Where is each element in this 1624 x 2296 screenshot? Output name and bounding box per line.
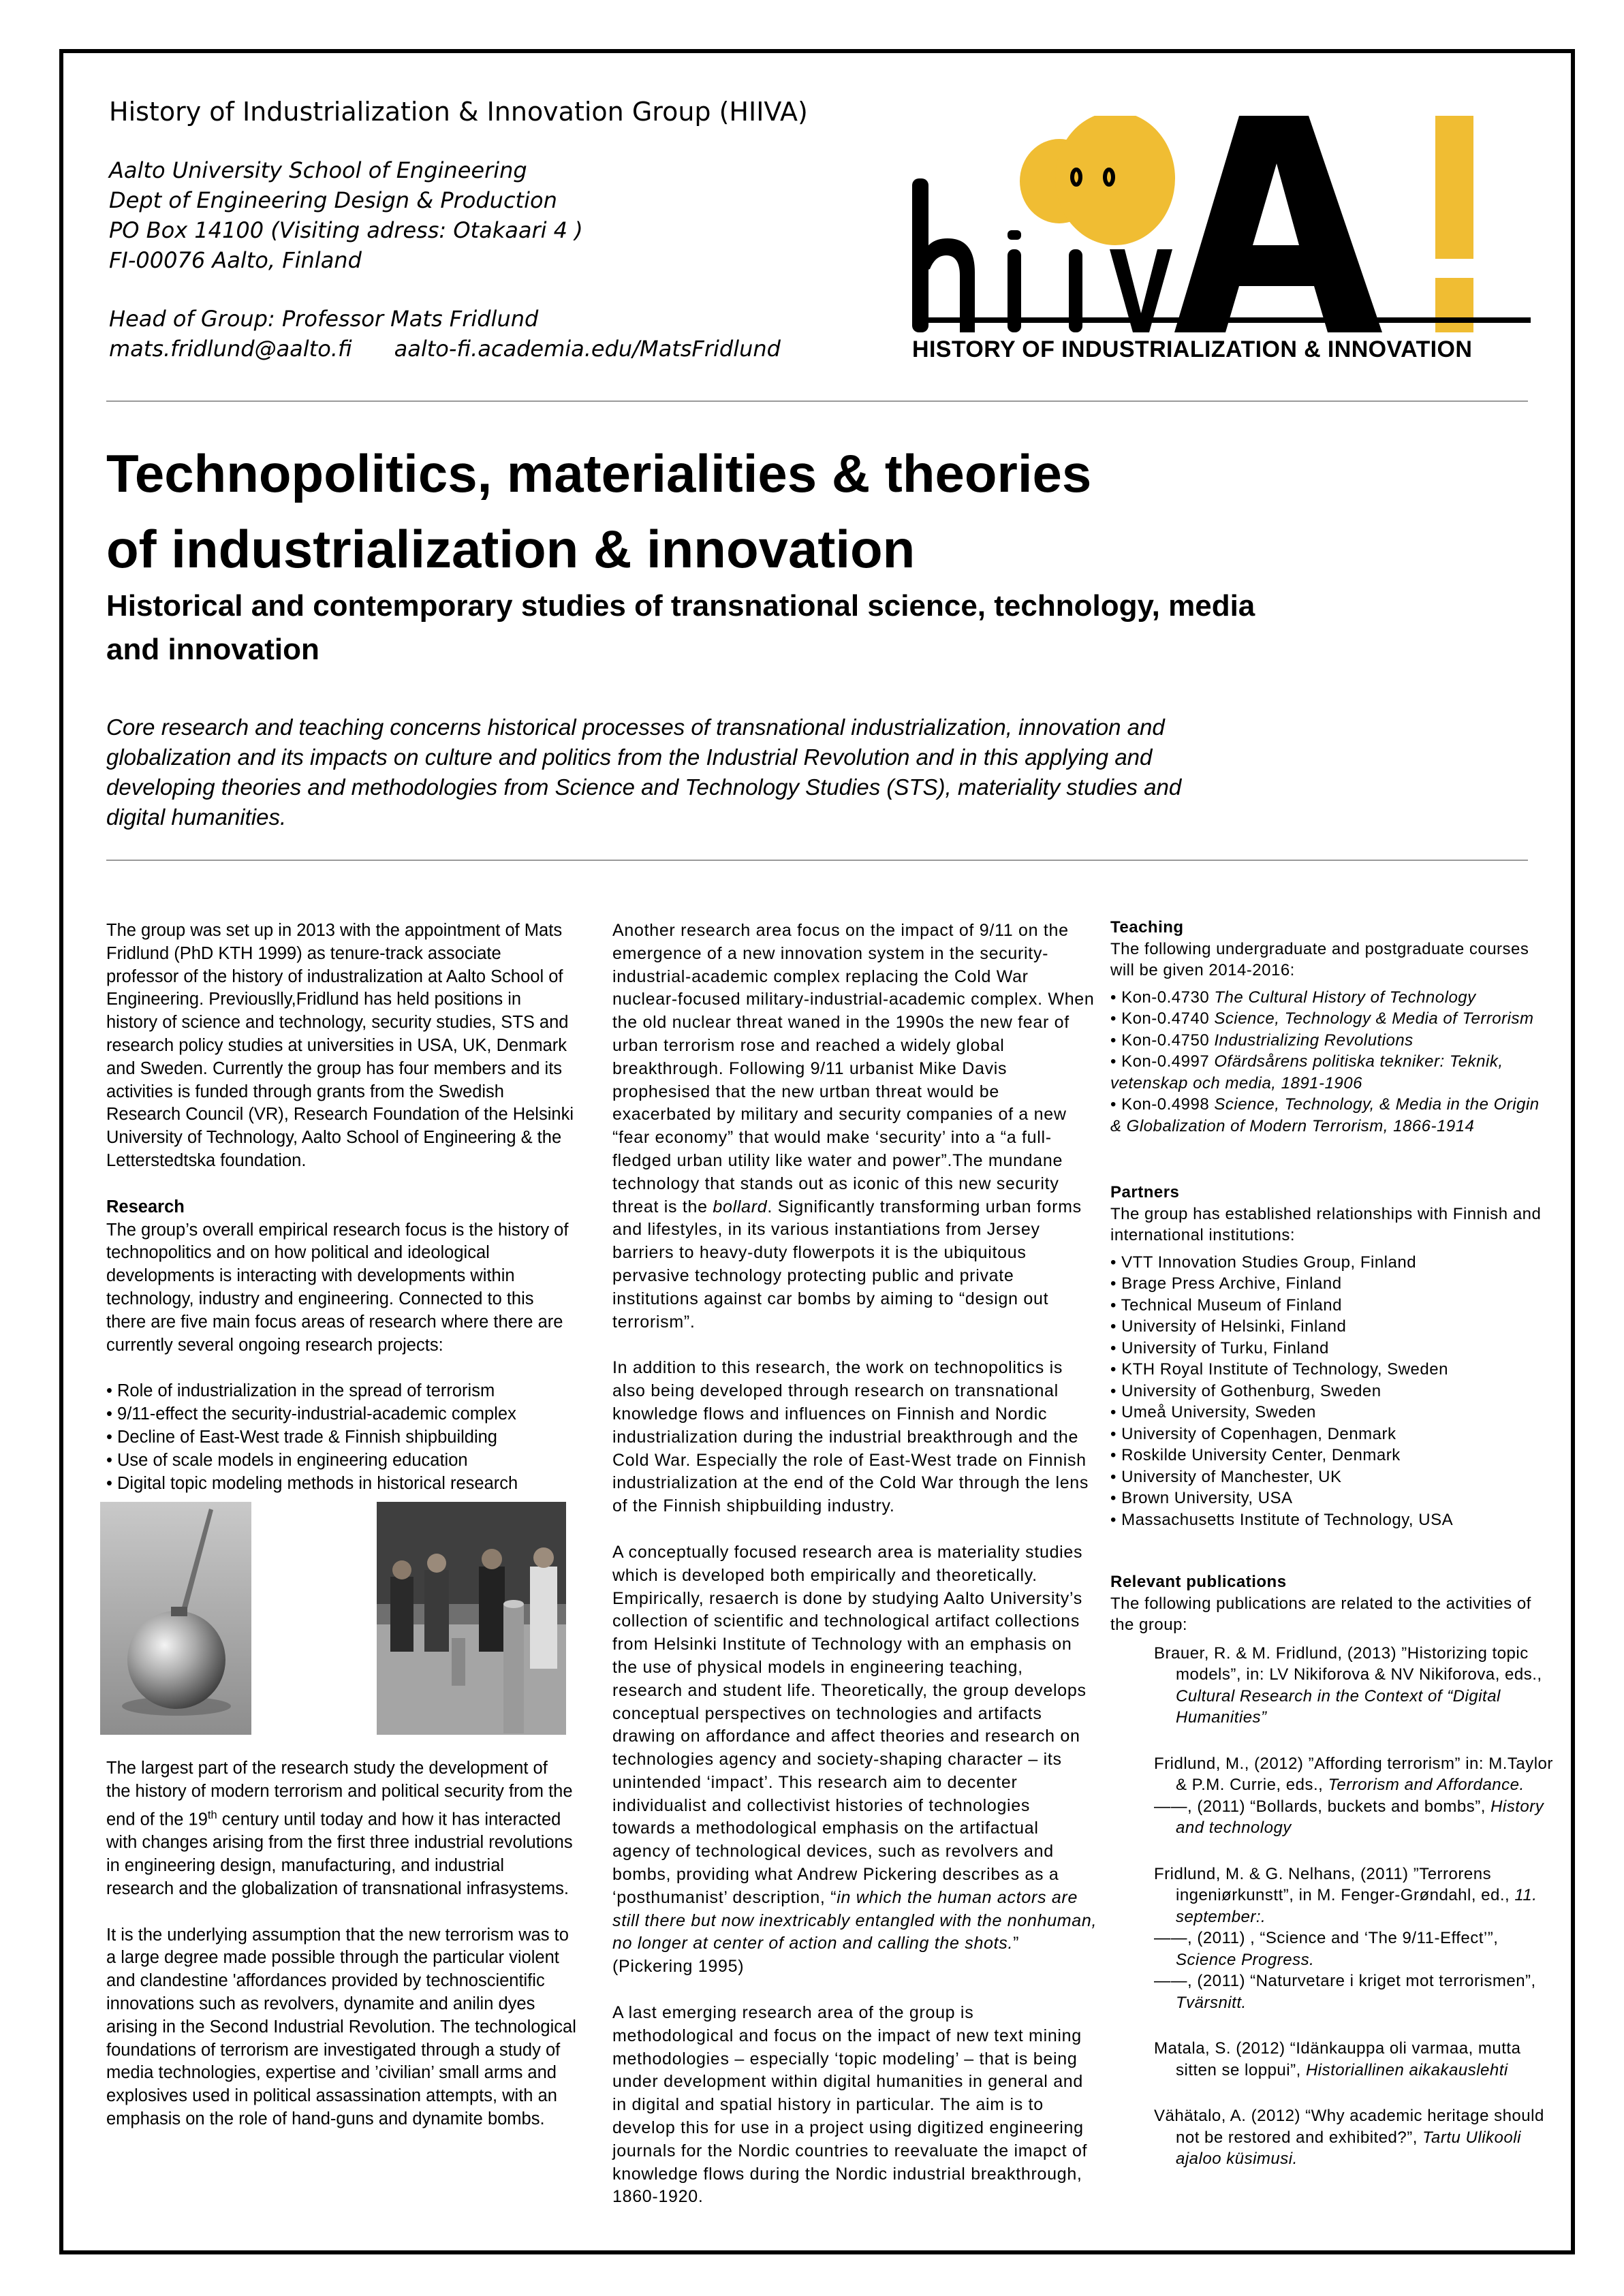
text-run: Another research area focus on the impact of 9/11 on the emergence of a new innovation system in the security-industrial-academic complex replacing the Cold War nuclear-focused military-industrial-academic complex. When the old nuclear threat waned in the 1990s the new fear of urban terrorism rose and reached a widely global breakthrough. Following 9/11 urbanist Mike Davis prophesised that the new urtban threat would be exacerbated by military and security companies of a new “fear economy” that would make ‘security’ into a “a full-fledged urban utility like water and power”.The mundane technology that stands out as iconic of this new security threat is the xyxy=(612,921,1095,1216)
divider xyxy=(106,400,1528,402)
partner-item: • VTT Innovation Studies Group, Finland xyxy=(1110,1252,1553,1274)
course-item xyxy=(1110,987,1553,1009)
publication-entry xyxy=(1154,1643,1553,1729)
address-line: PO Box 14100 (Visiting adress: Otakaari 4 ) xyxy=(109,217,583,243)
text-run: Fridlund, M., (2012) ”Affording terrorism” in: M.Taylor & P.M. Currie, eds., xyxy=(1154,1754,1553,1794)
course-item xyxy=(1110,1094,1553,1137)
text-run: Science, Technology, & Media in the Origin & Globalization of Modern Terrorism, 1866-1914 xyxy=(1110,1095,1540,1135)
partner-item: • Massachusetts Institute of Technology, USA xyxy=(1110,1509,1553,1531)
text-run: th xyxy=(207,1808,217,1821)
partner-item: • Roskilde University Center, Denmark xyxy=(1110,1445,1553,1466)
text-run: Ofärdsårens politiska tekniker: Teknik, vetenskap och media, 1891-1906 xyxy=(1110,1052,1503,1092)
text-run: Matala, S. (2012) “Idänkauppa oli varmaa, mutta sitten se loppui”, xyxy=(1154,2039,1521,2079)
partner-item: • University of Gothenburg, Sweden xyxy=(1110,1381,1553,1402)
publications-heading: Relevant publications xyxy=(1110,1573,1287,1591)
logo-tagline: HISTORY OF INDUSTRIALIZATION & INNOVATION xyxy=(912,336,1473,362)
logo-rule xyxy=(912,317,1531,323)
text-run: ——, (2011) , “Science and ‘The 9/11-Effect’”, xyxy=(1154,1929,1499,1947)
text-run: ” (Pickering 1995) xyxy=(612,1934,1020,1977)
list-item: • Role of industrialization in the spread of terrorism xyxy=(106,1380,576,1403)
text-run: Kon-0.4740 xyxy=(1121,1009,1215,1028)
text-run: Cultural Research in the Context of “Digital Humanities” xyxy=(1176,1686,1501,1727)
text-run: Vähätalo, A. (2012) “Why academic heritage should not be restored and exhibited?”, xyxy=(1154,2107,1544,2147)
page-title-line: of industrialization & innovation xyxy=(106,519,916,579)
list-item: • Use of scale models in engineering education xyxy=(106,1449,576,1473)
partner-item: • University of Manchester, UK xyxy=(1110,1466,1553,1488)
text-run: Fridlund, M. & G. Nelhans, (2011) ”Terrorens ingeniørkunstt”, in M. Fenger-Grøndahl, ed., xyxy=(1154,1864,1515,1904)
partner-item: • Brage Press Archive, Finland xyxy=(1110,1273,1553,1295)
text-run: Kon-0.4750 xyxy=(1121,1031,1215,1050)
teaching-intro: The following undergraduate and postgraduate courses will be given 2014-2016: xyxy=(1110,939,1529,979)
text-run: Kon-0.4998 xyxy=(1121,1095,1215,1114)
hiiva-logo-mark xyxy=(912,116,1532,341)
partner-list xyxy=(1110,1252,1553,1531)
text-run: bollard xyxy=(713,1197,768,1216)
focus-area-list xyxy=(106,1380,576,1495)
text-run: History and technology xyxy=(1176,1797,1544,1837)
publications-intro: The following publications are related to the activities of the group: xyxy=(1110,1594,1531,1634)
text-run: 11. september:. xyxy=(1176,1886,1537,1926)
page-title xyxy=(106,436,1091,587)
column-3 xyxy=(1110,917,1553,2195)
hiiva-logo xyxy=(912,116,1532,375)
course-list xyxy=(1110,987,1553,1137)
assumption-paragraph: It is the underlying assumption that the new terrorism was to a large degree made possible through the particular violent and clandestine 'affordances provided by technoscientific innovations such as revolvers, dynamite and anilin dyes arising in the Second Industrial Revolution. The technological foundations of terrorism are investigated through a study of media technologies, expertise and ’civilian’ small arms and explosives used in political assassination attempts, with an emphasis on the role of hand-guns and dynamite bombs. xyxy=(106,1925,576,2128)
partners-heading: Partners xyxy=(1110,1183,1180,1201)
contact-block xyxy=(109,304,781,364)
publication-entry xyxy=(1154,1796,1553,1839)
text-run: The Cultural History of Technology xyxy=(1214,988,1476,1007)
publication-entry xyxy=(1154,1928,1553,1970)
text-run: Kon-0.4997 xyxy=(1121,1052,1215,1071)
text-run: Brauer, R. & M. Fridlund, (2013) ”Historizing topic models”, in: LV Nikiforova & NV Nikiforova, eds., xyxy=(1154,1644,1542,1684)
course-item xyxy=(1110,1030,1553,1052)
divider xyxy=(106,860,1528,861)
page-subtitle: Historical and contemporary studies of transnational science, technology, media and innovation xyxy=(106,589,1255,666)
text-run: Science Progress. xyxy=(1176,1950,1315,1969)
text-run: Tvärsnitt. xyxy=(1176,1993,1247,2012)
address-block xyxy=(109,155,583,275)
partners-intro: The group has established relationships with Finnish and international institutions: xyxy=(1110,1204,1542,1244)
intro-text: Core research and teaching concerns historical processes of transnational industrialization, innovation and globalization and its impacts on culture and politics from the Industrial Revolution and in this applying and developing theories and methodologies from Science and Technology Studies (STS), materiality studies and digital humanities. xyxy=(106,714,1182,830)
bomb-photo xyxy=(100,1502,251,1735)
text-run: Terrorism and Affordance. xyxy=(1328,1776,1525,1794)
email-link[interactable]: mats.fridlund@aalto.fi xyxy=(109,336,352,362)
address-line: FI-00076 Aalto, Finland xyxy=(109,247,362,273)
text-run: Industrializing Revolutions xyxy=(1214,1031,1414,1050)
partner-item: • University of Turku, Finland xyxy=(1110,1338,1553,1359)
publication-group xyxy=(1132,2105,1553,2170)
knowledge-flows-paragraph: In addition to this research, the work on technopolitics is also being developed through research on transnational knowledge flows and influences on Finnish and Nordic industrialization during the industrial breakthrough and the Cold War. Especially the role of East-West trade on Finnish industrialization at the end of the Cold War through the lens of the Finnish shipbuilding industry. xyxy=(612,1358,1089,1516)
photo-row xyxy=(100,1502,576,1737)
text-run: Science, Technology & Media of Terrorism xyxy=(1214,1009,1534,1028)
text-run: . Significantly transforming urban forms and lifestyles, in its various instantiations from Jersey barriers to heavy-duty flowerpots it is the ubiquitous pervasive technology protecting public and private institutions against car bombs by aiming to “design out terrorism”. xyxy=(612,1197,1082,1332)
address-line: Aalto University School of Engineering xyxy=(109,157,527,183)
publication-entry xyxy=(1154,1863,1553,1928)
text-run: ——, (2011) “Naturvetare i kriget mot terrorismen”, xyxy=(1154,1972,1536,1990)
course-item xyxy=(1110,1051,1553,1094)
text-run: Historiallinen aikakauslehti xyxy=(1305,2060,1508,2079)
publication-entry xyxy=(1154,2105,1553,2170)
terrorism-history-paragraph xyxy=(106,1757,576,1900)
list-item: • Decline of East-West trade & Finnish shipbuilding xyxy=(106,1426,576,1449)
partner-item: • University of Copenhagen, Denmark xyxy=(1110,1424,1553,1445)
security-paragraph xyxy=(612,919,1097,1334)
list-item: • Digital topic modeling methods in historical research xyxy=(106,1473,576,1496)
text-run: Tartu Ulikooli ajaloo küsimusi. xyxy=(1176,2128,1521,2168)
publication-entry xyxy=(1154,1753,1553,1796)
column-2 xyxy=(612,919,1097,2232)
research-paragraph: The group’s overall empirical research focus is the history of technopolitics and on how political and ideological developments is interacting with developments within technology, industry and engineering. Connected to this there are five main focus areas of research where there are currently several ongoing research projects: xyxy=(106,1220,569,1355)
publication-list xyxy=(1110,1643,1553,2170)
publication-entry xyxy=(1154,2038,1553,2081)
group-title: History of Industrialization & Innovation Group (HIIVA) xyxy=(109,97,808,127)
partner-item: • Brown University, USA xyxy=(1110,1488,1553,1509)
topic-modeling-paragraph: A last emerging research area of the group is methodological and focus on the impact of new text mining methodologies – especially ‘topic modeling’ – that is being under development within digital humanities in general and in digital and spatial history in particular. The aim is to develop this for use in a project using digitized engineering journals for the Nordic countries to reevaluate the imapct of knowledge flows during the Nordic industrial breakthrough, 1860-1920. xyxy=(612,2003,1088,2207)
course-item xyxy=(1110,1008,1553,1030)
text-run: century until today and how it has interacted with changes arising from the first three industrial revolutions in engineering design, manufacturing, and industrial research and the globalization of transnational infrasystems. xyxy=(106,1810,573,1898)
text-run: A conceptually focused research area is materiality studies which is developed both empirically and theoretically. Empirically, resaerch is done by studying Aalto University’s collection of scientific and technological artifact collections from Helsinki Institute of Technology with an emphasis on the use of physical models in engineering teaching, research and student life. Theoretically, the group develops conceptual perspectives on technologies and artifacts drawing on affordance and affect theories and research on technologies agency and society-shaping character – its unintended ‘impact’. This research aim to decenter individualist and collectivist histories of technologies towards a methodological emphasis on the artifactual agency of technological devices, such as revolvers and bombs, providing what Andrew Pickering describes as a ‘posthumanist’ description, “ xyxy=(612,1542,1087,1907)
address-line: Dept of Engineering Design & Production xyxy=(109,187,557,213)
list-item: • 9/11-effect the security-industrial-academic complex xyxy=(106,1403,576,1426)
bollard-street-photo xyxy=(377,1502,566,1735)
intro-paragraph: The group was set up in 2013 with the appointment of Mats Fridlund (PhD KTH 1999) as tenure-track associate professor of the history of industralization at Aalto School of Engineering. Previouslly,Fridlund has held positions in history of science and technology, security studies, STS and research policy studies at universities in USA, UK, Denmark and Sweden. Currently the group has four members and its activities is funded through grants from the Swedish Research Council (VR), Research Foundation of the Helsinki University of Technology, Aalto School of Engineering & the Letterstedtska foundation. xyxy=(106,921,574,1170)
partner-item: • Umeå University, Sweden xyxy=(1110,1402,1553,1424)
research-heading: Research xyxy=(106,1197,185,1216)
teaching-heading: Teaching xyxy=(1110,918,1184,937)
text-run: in which the human actors are still there but now inextricably entangled with the nonhuman, no longer at center of action and calling the shots. xyxy=(612,1887,1097,1953)
partner-item: • University of Helsinki, Finland xyxy=(1110,1316,1553,1338)
text-run: Kon-0.4730 xyxy=(1121,988,1215,1007)
publication-group xyxy=(1132,1753,1553,1839)
text-run: ——, (2011) “Bollards, buckets and bombs”, xyxy=(1154,1797,1491,1816)
website-link[interactable]: aalto-fi.academia.edu/MatsFridlund xyxy=(394,336,781,362)
text-run: The largest part of the research study the development of the history of modern terrorism and political security from the end of the 19 xyxy=(106,1759,573,1829)
publication-entry xyxy=(1154,1970,1553,2013)
page-title-line: Technopolitics, materialities & theories xyxy=(106,443,1092,503)
partner-item: • KTH Royal Institute of Technology, Sweden xyxy=(1110,1359,1553,1381)
publication-group xyxy=(1132,1863,1553,2014)
column-1 xyxy=(106,919,576,2154)
publication-group xyxy=(1132,2038,1553,2081)
partner-item: • Technical Museum of Finland xyxy=(1110,1295,1553,1317)
head-of-group: Head of Group: Professor Mats Fridlund xyxy=(109,306,539,332)
materiality-paragraph xyxy=(612,1541,1097,1979)
publication-group xyxy=(1132,1643,1553,1729)
